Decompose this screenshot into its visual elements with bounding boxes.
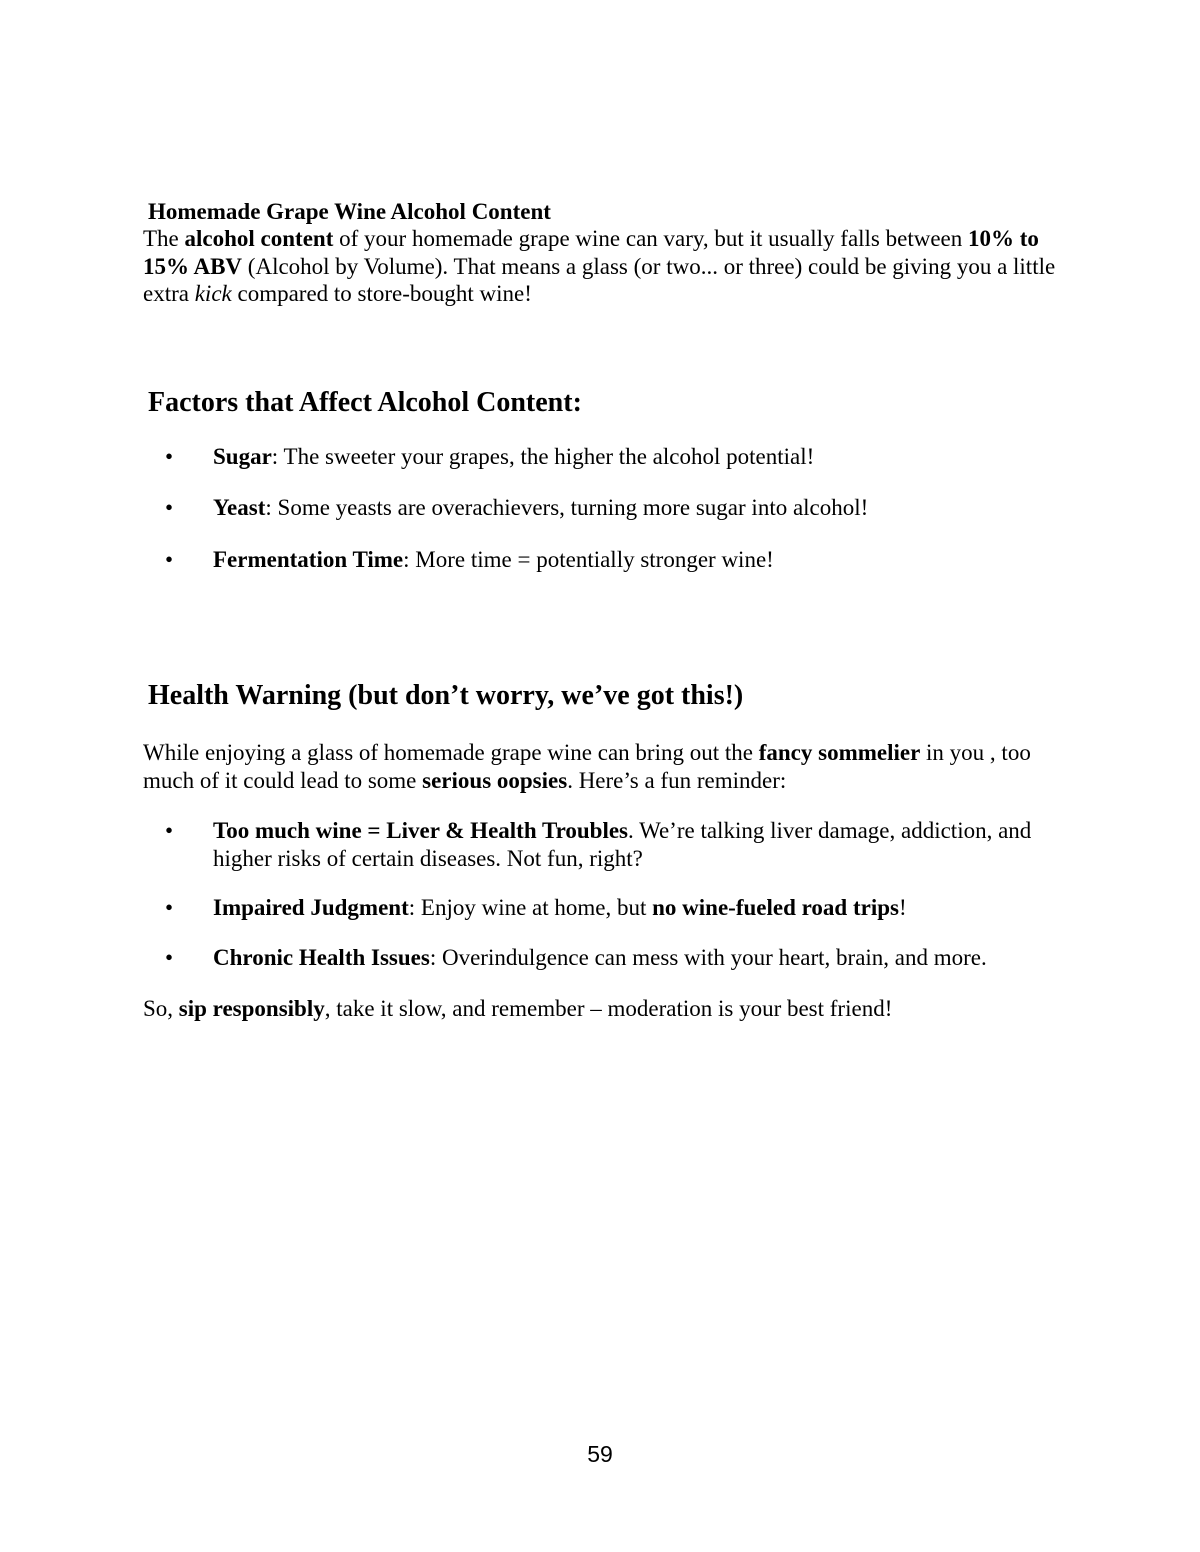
bullet-icon: • xyxy=(165,443,174,469)
health-heading: Health Warning (but don’t worry, we’ve got this!) xyxy=(148,680,744,711)
closing-paragraph: So, sip responsibly, take it slow, and remember – moderation is your best friend! xyxy=(143,996,893,1021)
bullet-icon: • xyxy=(165,495,174,520)
health-list xyxy=(143,817,1058,971)
list-item-text: Too much wine = Liver & Health Troubles. We’re talking liver damage, addiction, and higher risks of certain diseases. Not fun, right? xyxy=(213,818,1032,871)
bullet-icon: • xyxy=(165,818,174,843)
list-item-text: Chronic Health Issues: Overindulgence can mess with your heart, brain, and more. xyxy=(213,944,987,970)
factors-heading: Factors that Affect Alcohol Content: xyxy=(148,386,582,418)
list-item xyxy=(143,443,1058,471)
list-item-text: Impaired Judgment: Enjoy wine at home, but no wine-fueled road trips! xyxy=(213,895,907,920)
intro-paragraph: The alcohol content of your homemade grape wine can vary, but it usually falls between 10% to 15% ABV (Alcohol by Volume). That means a glass (or two... or three) could be giving you a little extra kick compared to store-bought wine! xyxy=(143,226,1056,306)
list-item-text: Sugar: The sweeter your grapes, the higher the alcohol potential! xyxy=(213,443,815,469)
factors-list xyxy=(143,443,1058,574)
page-number: 59 xyxy=(587,1441,613,1467)
bullet-icon: • xyxy=(165,895,174,920)
list-item-text: Fermentation Time: More time = potentially stronger wine! xyxy=(213,546,774,572)
list-item xyxy=(143,546,1058,574)
list-item xyxy=(143,944,1058,972)
intro-heading: Homemade Grape Wine Alcohol Content xyxy=(148,199,551,224)
health-paragraph: While enjoying a glass of homemade grape wine can bring out the fancy sommelier in you , too much of it could lead to some serious oopsies. Here’s a fun reminder: xyxy=(143,740,1031,793)
bullet-icon: • xyxy=(165,546,174,572)
bullet-icon: • xyxy=(165,944,174,970)
list-item xyxy=(143,494,1058,522)
list-item xyxy=(143,817,1058,872)
list-item xyxy=(143,894,1058,922)
list-item-text: Yeast: Some yeasts are overachievers, turning more sugar into alcohol! xyxy=(213,495,869,520)
